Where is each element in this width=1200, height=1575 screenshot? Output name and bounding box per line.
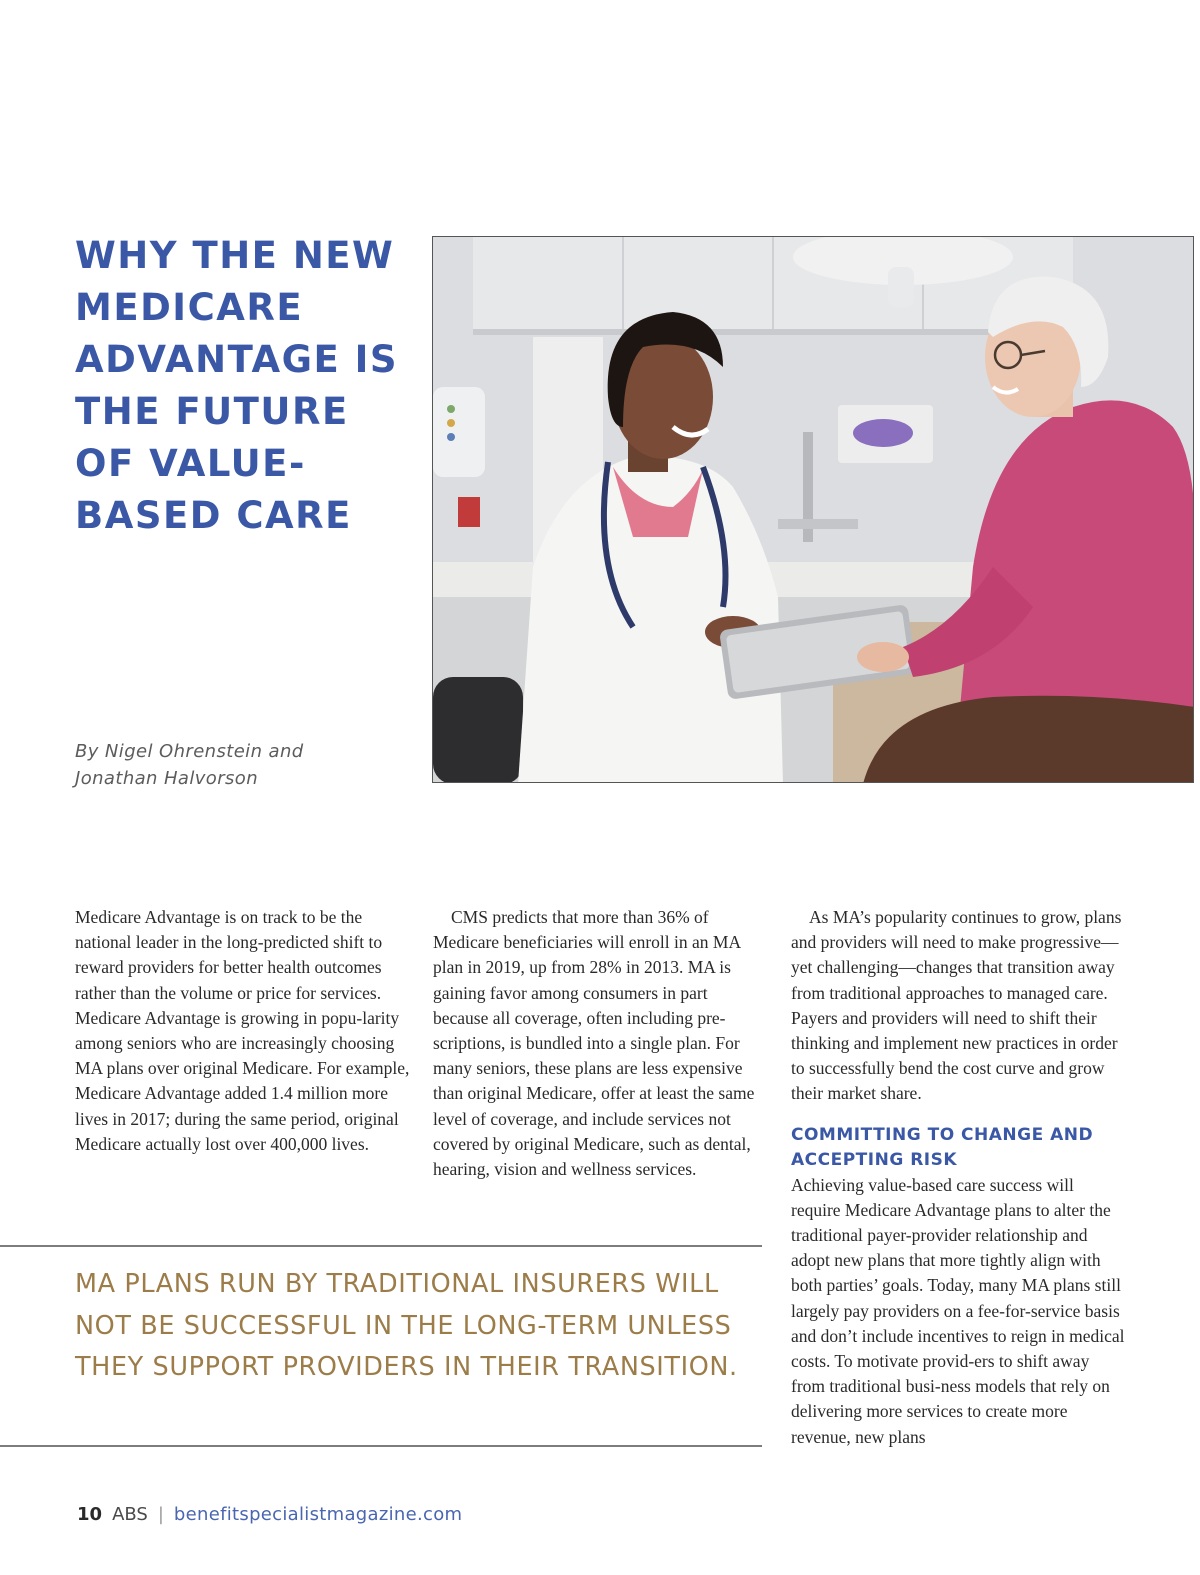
hero-photo bbox=[432, 236, 1194, 783]
body-column-3 bbox=[791, 905, 1126, 1450]
pull-quote: MA PLANS RUN BY TRADITIONAL INSURERS WILL NOT BE SUCCESSFUL IN THE LONG-TERM UNLESS THEY SUPPORT PROVIDERS IN THEIR TRANSITION. bbox=[75, 1269, 738, 1382]
byline-line-2: Jonathan Halvorson bbox=[75, 768, 259, 789]
byline-line-1: By Nigel Ohrenstein and bbox=[75, 741, 304, 762]
paragraph: CMS predicts that more than 36% of Medicare beneficiaries will enroll in an MA plan in 2019, up from 28% in 2013. MA is gaining favor among consumers in part because all coverage, often including pre-scriptions, is bundled into a single plan. For many seniors, these plans are less expensive than original Medicare, offer at least the same level of coverage, and include services not covered by original Medicare, such as dental, hearing, vision and wellness services. bbox=[433, 907, 755, 1180]
paragraph: As MA’s popularity continues to grow, plans and providers will need to make progressive—yet challenging—changes that transition away from traditional approaches to managed care. Payers and providers will need to shift their thinking and implement new practices in order to successfully bend the cost curve and grow their market share. bbox=[791, 907, 1122, 1104]
article-title: WHY THE NEW MEDICARE ADVANTAGE IS THE FUTURE OF VALUE-BASED CARE bbox=[75, 234, 399, 537]
pullquote-bottom-rule bbox=[0, 1445, 762, 1447]
footer-separator: | bbox=[157, 1504, 164, 1525]
page-footer bbox=[77, 1502, 462, 1528]
paragraph: Achieving value-based care success will require Medicare Advantage plans to alter the traditional payer-provider relationship and adopt new plans that more tightly align with both parties’ goals. Today, many MA plans still largely pay providers on a fee-for-service basis and don’t include incentives to reign in medical costs. To motivate provid-ers to shift away from traditional busi-ness models that rely on delivering more services to create more revenue, new plans bbox=[791, 1174, 1125, 1447]
body-column-2 bbox=[433, 905, 766, 1182]
section-heading: COMMITTING TO CHANGE AND ACCEPTING RISK bbox=[791, 1124, 1094, 1170]
page-number: 10 bbox=[77, 1504, 103, 1525]
paragraph: Medicare Advantage is on track to be the national leader in the long-predicted shift to reward providers for better health outcomes rather than the volume or price for services. Medicare Advantage is growing in popu-larity among seniors who are increasingly choosing MA plans over original Medicare. For example, Medicare Advantage added 1.4 million more lives in 2017; during the same period, original Medicare actually lost over 400,000 lives. bbox=[75, 907, 410, 1154]
pullquote-top-rule bbox=[0, 1245, 762, 1247]
byline bbox=[75, 738, 415, 792]
body-column-1 bbox=[75, 905, 411, 1157]
website-link[interactable]: benefitspecialistmagazine.com bbox=[173, 1504, 463, 1525]
magazine-name: ABS bbox=[112, 1504, 148, 1525]
